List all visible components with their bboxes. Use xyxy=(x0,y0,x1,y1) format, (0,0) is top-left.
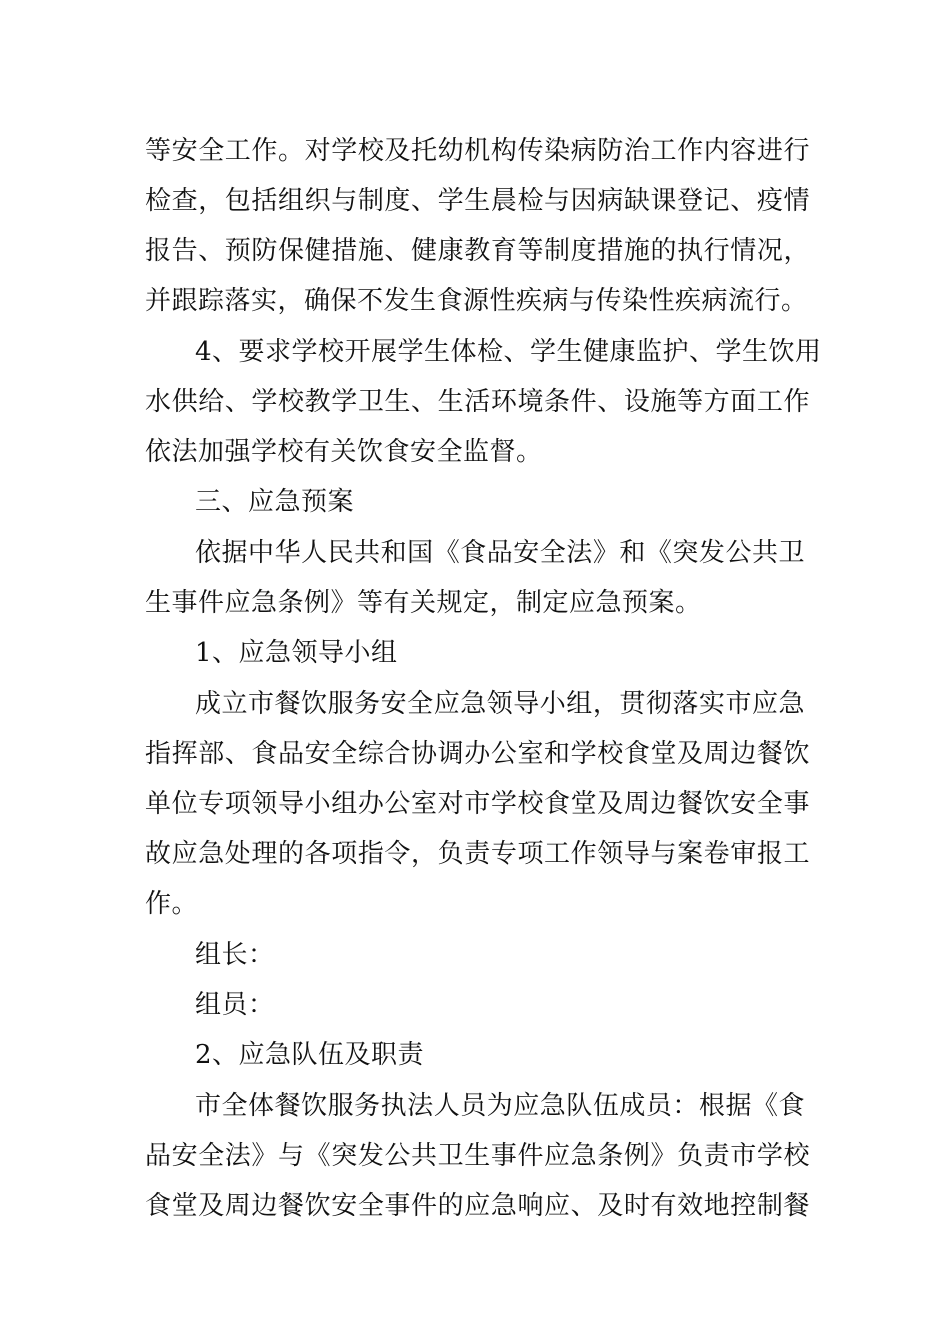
body-text-line: 水供给、学校教学卫生、生活环境条件、设施等方面工作 xyxy=(145,387,810,417)
body-text-line: 并跟踪落实，确保不发生食源性疾病与传染性疾病流行。 xyxy=(145,286,808,316)
body-text-line: 指挥部、食品安全综合协调办公室和学校食堂及周边餐饮 xyxy=(145,739,810,769)
body-text-line: 食堂及周边餐饮安全事件的应急响应、及时有效地控制餐 xyxy=(145,1191,810,1221)
body-text-line: 成立市餐饮服务安全应急领导小组，贯彻落实市应急 xyxy=(195,689,805,719)
body-text-line: 生事件应急条例》等有关规定，制定应急预案。 xyxy=(145,588,702,618)
body-text-line: 4、要求学校开展学生体检、学生健康监护、学生饮用 xyxy=(195,337,822,367)
body-text-line: 作。 xyxy=(145,889,199,919)
body-text-line: 故应急处理的各项指令，负责专项工作领导与案卷审报工 xyxy=(145,839,810,869)
subsection-heading: 1、应急领导小组 xyxy=(195,638,398,668)
subsection-heading: 2、应急队伍及职责 xyxy=(195,1040,425,1070)
body-text-line: 市全体餐饮服务执法人员为应急队伍成员：根据《食 xyxy=(195,1091,805,1121)
section-heading: 三、应急预案 xyxy=(195,487,355,517)
body-text-line: 品安全法》与《突发公共卫生事件应急条例》负责市学校 xyxy=(145,1141,810,1171)
body-text-line: 依据中华人民共和国《食品安全法》和《突发公共卫 xyxy=(195,538,805,568)
body-text-line: 依法加强学校有关饮食安全监督。 xyxy=(145,437,543,467)
body-text-line: 报告、预防保健措施、健康教育等制度措施的执行情况， xyxy=(145,236,810,266)
group-leader-label: 组长： xyxy=(195,940,275,970)
body-text-line: 单位专项领导小组办公室对市学校食堂及周边餐饮安全事 xyxy=(145,789,810,819)
group-members-label: 组员： xyxy=(195,990,275,1020)
body-text-line: 等安全工作。对学校及托幼机构传染病防治工作内容进行 xyxy=(145,136,810,166)
body-text-line: 检查，包括组织与制度、学生晨检与因病缺课登记、疫情 xyxy=(145,186,810,216)
